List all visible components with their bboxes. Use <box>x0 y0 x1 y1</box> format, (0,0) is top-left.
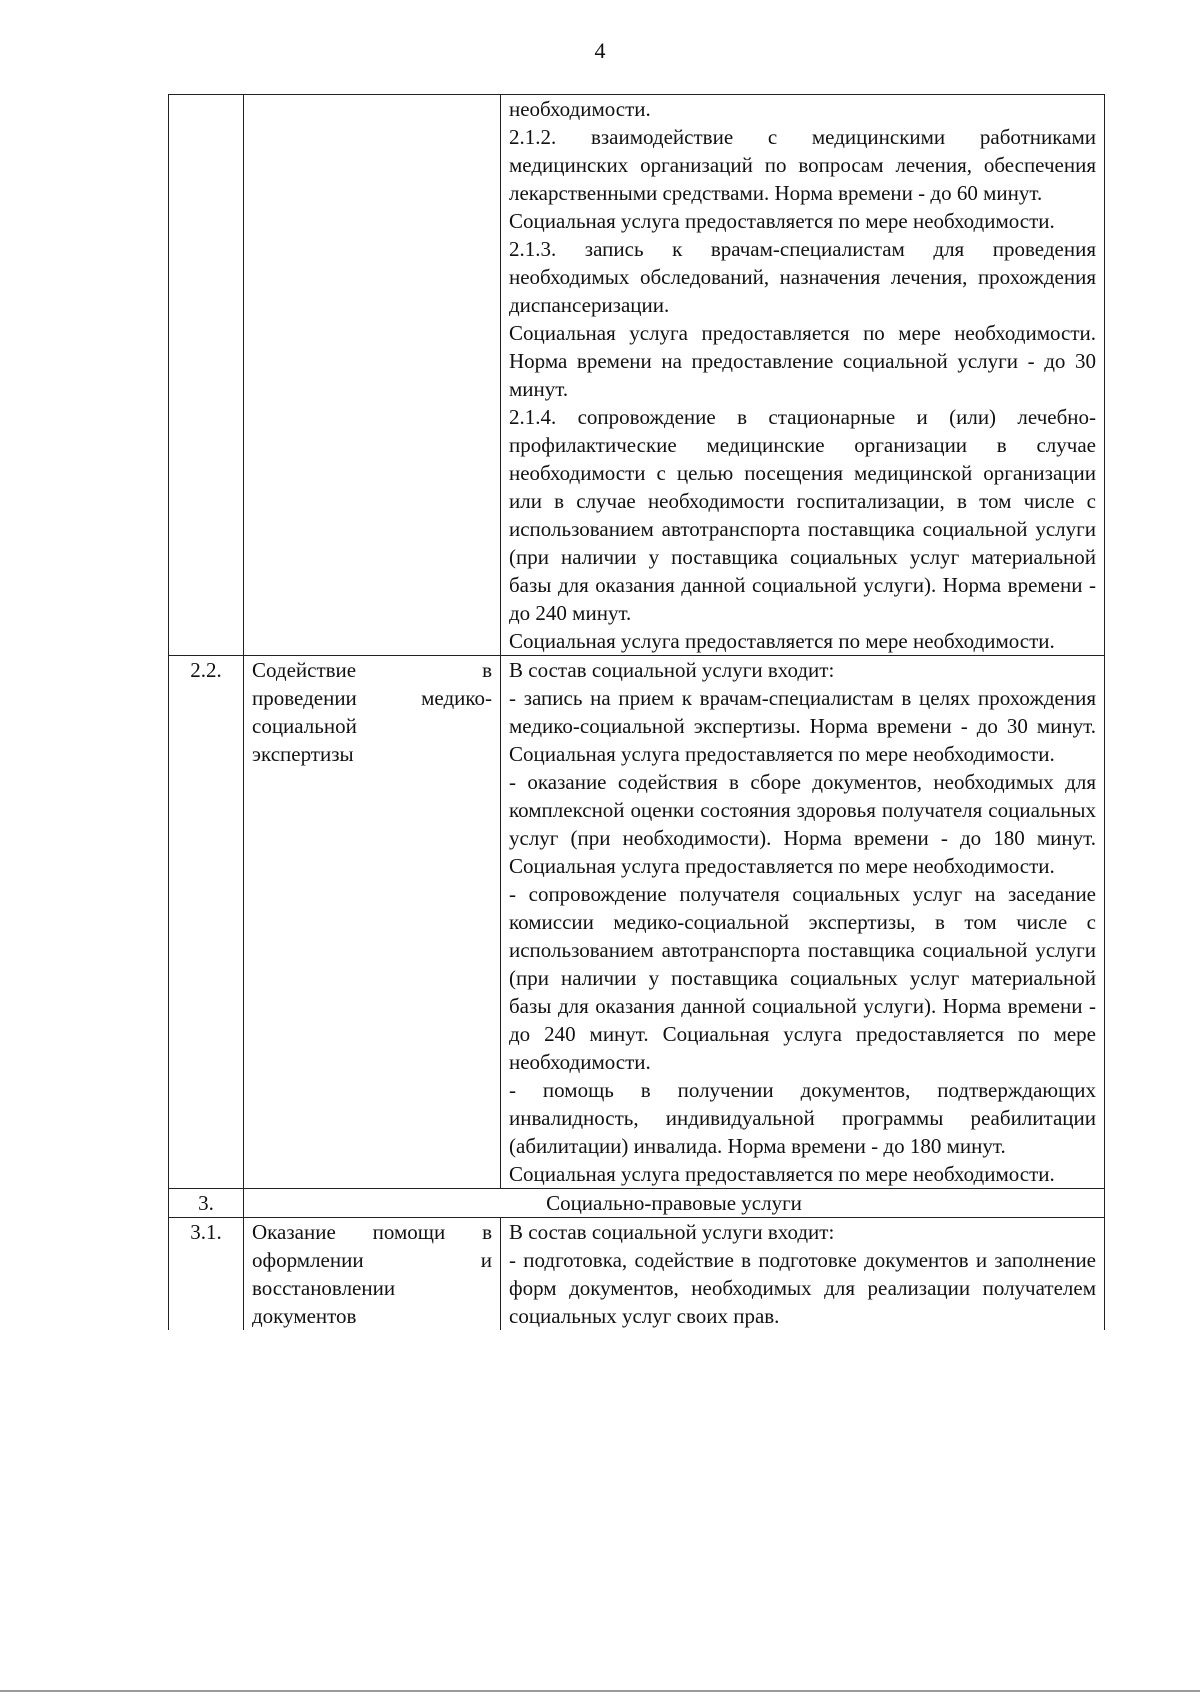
service-name-cell <box>244 1218 501 1331</box>
table-row-continuation <box>169 95 1105 656</box>
service-name-cell <box>244 95 501 656</box>
description-paragraph: Социальная услуга предоставляется по мере необходимости. <box>509 1162 1055 1186</box>
table-row-2-2 <box>169 656 1105 1189</box>
service-name-line: документов <box>252 1304 357 1328</box>
service-name-line: оформлении и <box>252 1248 492 1272</box>
description-paragraph: 2.1.2. взаимодействие с медицинскими работниками медицинских организаций по вопросам лечения, обеспечения лекарственными средствами. Норма времени - до 60 минут. <box>509 125 1096 205</box>
description-paragraph: - помощь в получении документов, подтверждающих инвалидность, индивидуальной программы реабилитации (абилитации) инвалида. Норма времени - до 180 минут. <box>509 1078 1096 1158</box>
description-paragraph: 2.1.3. запись к врачам-специалистам для проведения необходимых обследований, назначения лечения, прохождения диспансеризации. <box>509 237 1096 317</box>
row-number-cell: 3.1. <box>169 1218 244 1331</box>
scan-edge-line <box>0 1690 1200 1692</box>
row-number-cell: 2.2. <box>169 656 244 1189</box>
service-description-cell <box>501 95 1105 656</box>
service-name-line: экспертизы <box>252 742 354 766</box>
service-name-line: социальной <box>252 714 357 738</box>
description-paragraph: Социальная услуга предоставляется по мере необходимости. Норма времени на предоставление социальной услуги - до 30 минут. <box>509 321 1096 401</box>
service-name-line: Содействие в <box>252 658 492 682</box>
description-paragraph: - оказание содействия в сборе документов, необходимых для комплексной оценки состояния здоровья получателя социальных услуг (при необходимости). Норма времени - до 180 минут. Социальная услуга предоставляется по мере необходимости. <box>509 770 1096 878</box>
description-paragraph: В состав социальной услуги входит: <box>509 1220 835 1244</box>
services-table <box>168 94 1105 1330</box>
description-paragraph: - сопровождение получателя социальных услуг на заседание комиссии медико-социальной экспертизы, в том числе с использованием автотранспорта поставщика социальной услуги (при наличии у поставщика социальных услуг материальной базы для оказания данной социальной услуги). Норма времени - до 240 минут. Социальная услуга предоставляется по мере необходимости. <box>509 882 1096 1074</box>
row-number-cell <box>169 95 244 656</box>
service-name-line: проведении медико- <box>252 686 492 710</box>
service-description-cell <box>501 1218 1105 1331</box>
service-name-line: восстановлении <box>252 1276 396 1300</box>
description-paragraph: необходимости. <box>509 97 651 121</box>
description-paragraph: - запись на прием к врачам-специалистам в целях прохождения медико-социальной экспертизы. Норма времени - до 30 минут. Социальная услуга предоставляется по мере необходимости. <box>509 686 1096 766</box>
description-paragraph: - подготовка, содействие в подготовке документов и заполнение форм документов, необходимых для реализации получателем социальных услуг своих прав. <box>509 1248 1096 1328</box>
page-number: 4 <box>594 38 606 63</box>
table-row-3-1 <box>169 1218 1105 1331</box>
service-name-cell <box>244 656 501 1189</box>
row-number-cell: 3. <box>169 1189 244 1218</box>
table-row-section-3 <box>169 1189 1105 1218</box>
section-title: Социально-правовые услуги <box>244 1189 1105 1218</box>
service-name-line: Оказание помощи в <box>252 1220 492 1244</box>
service-description-cell <box>501 656 1105 1189</box>
description-paragraph: В состав социальной услуги входит: <box>509 658 835 682</box>
description-paragraph: 2.1.4. сопровождение в стационарные и (или) лечебно-профилактические медицинские организации в случае необходимости с целью посещения медицинской организации или в случае необходимости госпитализации, в том числе с использованием автотранспорта поставщика социальной услуги (при наличии у поставщика социальных услуг материальной базы для оказания данной социальной услуги). Норма времени - до 240 минут. <box>509 405 1096 625</box>
description-paragraph: Социальная услуга предоставляется по мере необходимости. <box>509 209 1055 233</box>
description-paragraph: Социальная услуга предоставляется по мере необходимости. <box>509 629 1055 653</box>
